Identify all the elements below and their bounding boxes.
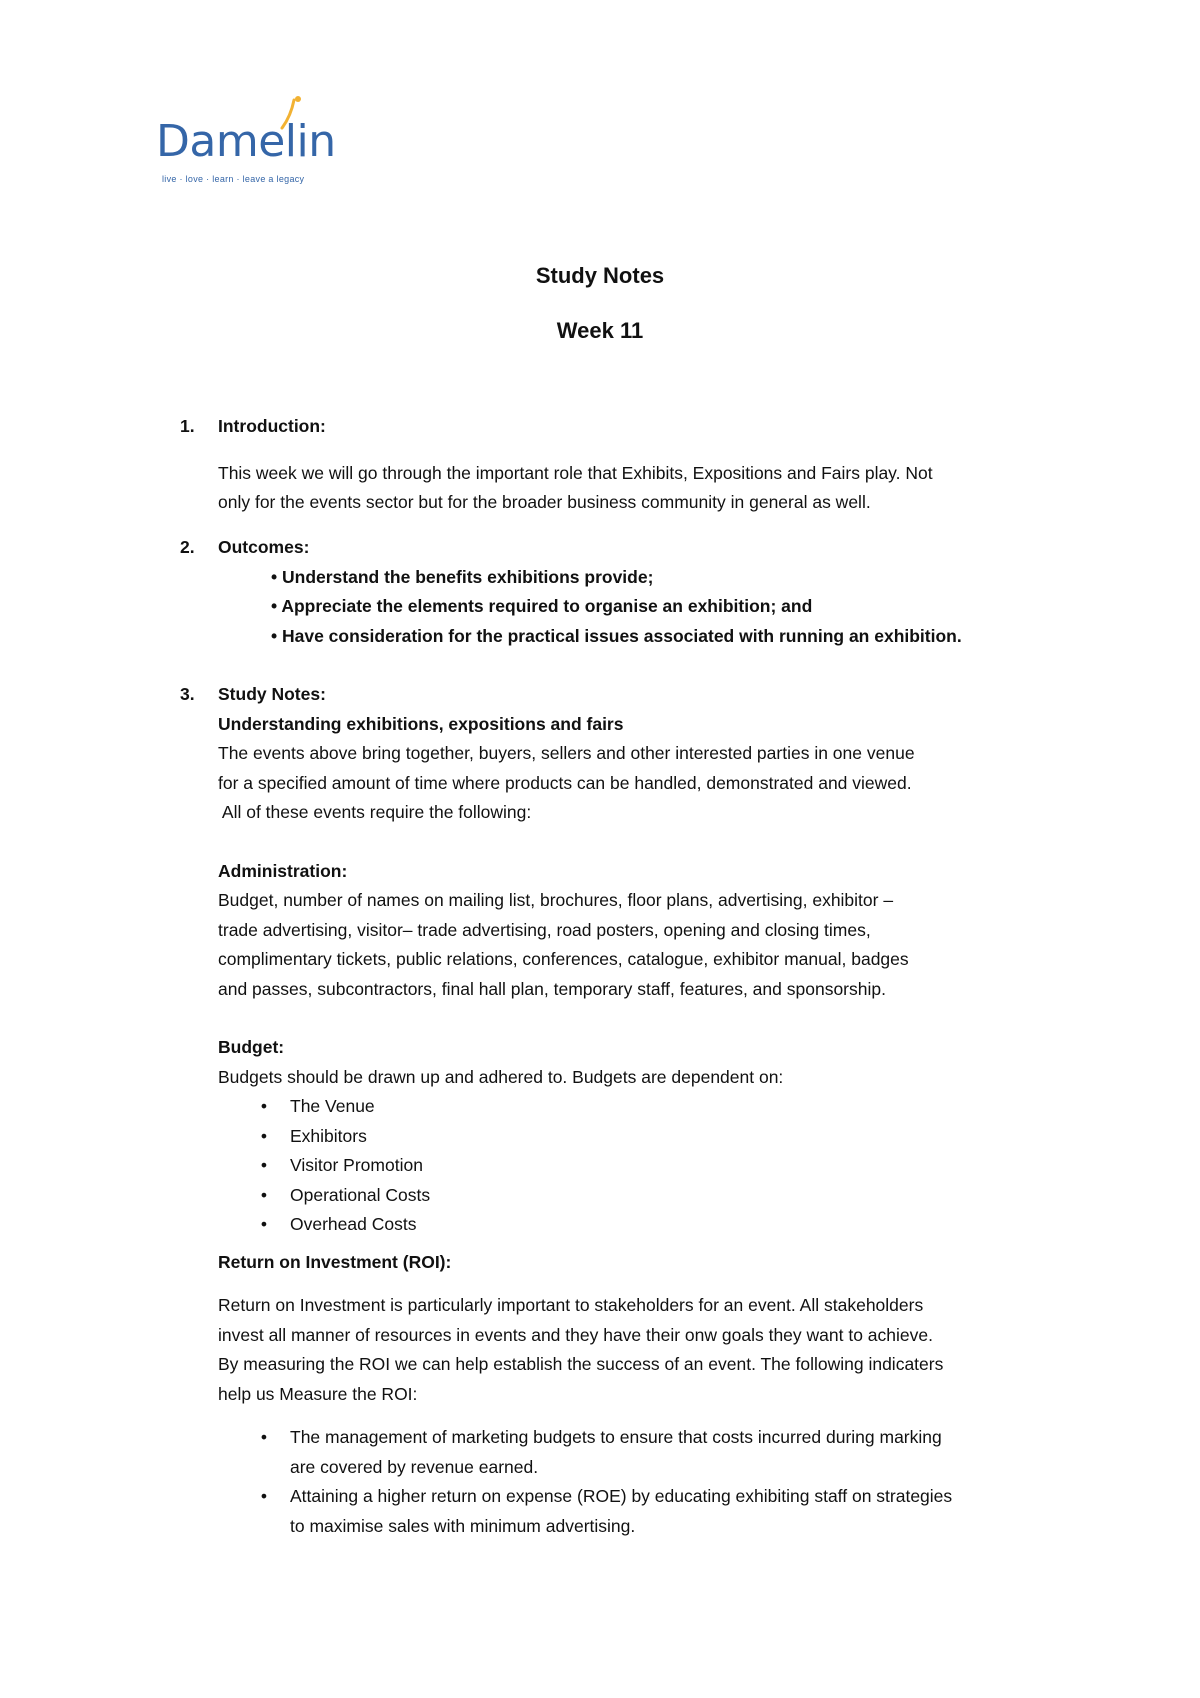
outcome-item: • Have consideration for the practical issues associated with running an exhibition. xyxy=(271,625,962,646)
roi-list xyxy=(218,1423,1068,1541)
list-item: • The management of marketing budgets to ensure that costs incurred during marking xyxy=(290,1423,1068,1453)
administration-line: Budget, number of names on mailing list, brochures, floor plans, advertising, exhibitor – xyxy=(218,890,894,910)
roi-heading: Return on Investment (ROI): xyxy=(218,1251,452,1272)
roi-line: Return on Investment is particularly important to stakeholders for an event. All stakeholders xyxy=(218,1295,924,1315)
bullet-icon: • xyxy=(260,1184,268,1205)
subsection-heading: Understanding exhibitions, expositions and fairs xyxy=(218,713,624,734)
section-intro xyxy=(218,412,1068,518)
administration-line: complimentary tickets, public relations, conferences, catalogue, exhibitor manual, badges xyxy=(218,949,909,969)
section-heading: Outcomes: xyxy=(218,537,310,557)
list-item: • Attaining a higher return on expense (ROE) by educating exhibiting staff on strategies xyxy=(290,1482,1068,1512)
bullet-icon: • xyxy=(260,1486,268,1506)
intro-line: only for the events sector but for the broader business community in general as well. xyxy=(218,492,871,512)
list-item: • Overhead Costs xyxy=(290,1210,1068,1240)
intro-line: This week we will go through the important role that Exhibits, Expositions and Fairs play. Not xyxy=(218,462,933,483)
administration-line: and passes, subcontractors, final hall plan, temporary staff, features, and sponsorship. xyxy=(218,978,886,999)
roi-line: By measuring the ROI we can help establish the success of an event. The following indicaters xyxy=(218,1354,944,1374)
list-item: • The Venue xyxy=(290,1092,1068,1122)
section-heading: Introduction: xyxy=(218,416,326,436)
list-item-continuation: are covered by revenue earned. xyxy=(290,1456,539,1477)
budget-intro: Budgets should be drawn up and adhered to. Budgets are dependent on: xyxy=(218,1066,784,1087)
damelin-logo xyxy=(156,94,346,194)
section-outcomes xyxy=(218,533,1068,651)
study-notes-line: The events above bring together, buyers, sellers and other interested parties in one venue xyxy=(218,743,915,763)
section-1-number: 1. xyxy=(180,416,195,436)
budget-list xyxy=(218,1092,1068,1240)
list-item: • Exhibitors xyxy=(290,1122,1068,1152)
bullet-icon: • xyxy=(260,1427,268,1447)
bullet-icon: • xyxy=(260,1155,268,1175)
list-item-continuation: to maximise sales with minimum advertising. xyxy=(290,1515,636,1536)
budget-heading: Budget: xyxy=(218,1037,285,1057)
roi-line: invest all manner of resources in events and they have their onw goals they want to achieve. xyxy=(218,1324,933,1345)
section-study-notes xyxy=(218,680,1068,1541)
administration-heading: Administration: xyxy=(218,860,348,881)
bullet-icon: • xyxy=(260,1125,268,1146)
logo-wordmark: Damelin xyxy=(156,116,336,167)
study-notes-line: All of these events require the following: xyxy=(218,802,532,822)
roi-line: help us Measure the ROI: xyxy=(218,1383,418,1404)
page-subtitle: Week 11 xyxy=(556,318,644,343)
bullet-icon: • xyxy=(260,1096,268,1116)
list-item: • Operational Costs xyxy=(290,1181,1068,1211)
page-title: Study Notes xyxy=(535,263,665,288)
section-3-number: 3. xyxy=(180,684,195,704)
outcome-item: • Appreciate the elements required to organise an exhibition; and xyxy=(271,596,813,616)
bullet-icon: • xyxy=(260,1214,268,1234)
section-heading: Study Notes: xyxy=(218,684,326,704)
logo-tagline: live · love · learn · leave a legacy xyxy=(162,174,305,184)
administration-line: trade advertising, visitor– trade advertising, road posters, opening and closing times, xyxy=(218,919,871,940)
section-2-number: 2. xyxy=(180,537,195,557)
outcome-item: • Understand the benefits exhibitions provide; xyxy=(271,566,654,587)
study-notes-line: for a specified amount of time where products can be handled, demonstrated and viewed. xyxy=(218,772,912,793)
list-item: • Visitor Promotion xyxy=(290,1151,1068,1181)
